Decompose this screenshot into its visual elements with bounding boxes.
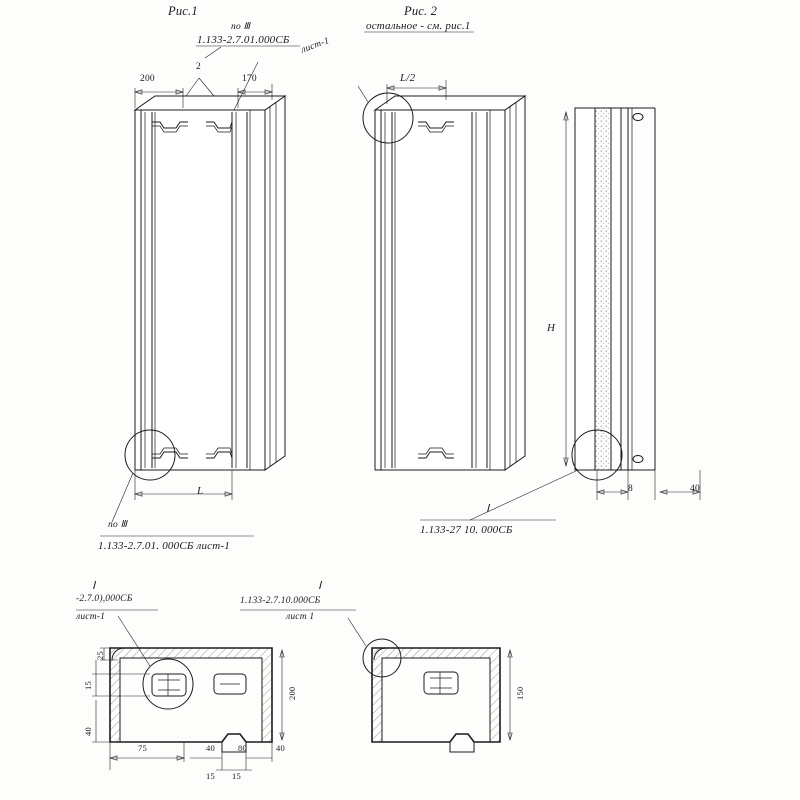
dim-detail1-h: 15 xyxy=(206,771,215,781)
bottom-mid-mark: Ⅰ xyxy=(486,503,490,515)
dim-detail1-b: 15 xyxy=(83,681,93,690)
dim-fig3-height: H xyxy=(547,322,556,334)
figure-1-geometry xyxy=(112,47,285,522)
fig1-spec-code: 1.133-2.7.01.000СБ xyxy=(197,34,290,46)
dim-detail1-i: 15 xyxy=(232,771,241,781)
detail-1-sheet: лист-1 xyxy=(76,612,106,622)
dim-fig1-right-width: 170 xyxy=(242,74,257,84)
dim-detail1-f: 80 xyxy=(238,743,247,753)
fig2-note: остальное - см. рис.1 xyxy=(366,20,471,32)
figure-1-title: Рис.1 xyxy=(168,4,198,18)
bottom-mid-spec: 1.133-27 10. 000СБ xyxy=(420,524,513,536)
dim-fig3-offset: 40 xyxy=(690,484,700,494)
dim-fig1-leader-2: 2 xyxy=(196,62,201,72)
bottom-left-section-ref: по Ⅲ xyxy=(108,520,128,530)
dim-detail1-right: 200 xyxy=(287,686,297,700)
dim-fig2-half-length: L/2 xyxy=(400,72,416,84)
detail-1-geometry xyxy=(92,616,284,770)
dim-fig1-left-width: 200 xyxy=(140,74,155,84)
detail-1-mark: Ⅰ xyxy=(92,580,96,592)
detail-2-mark: Ⅰ xyxy=(318,580,322,592)
detail-2-geometry xyxy=(348,618,512,752)
fig1-section-ref: по Ⅲ xyxy=(231,22,251,32)
dim-detail1-c: 40 xyxy=(83,727,93,736)
bottom-left-spec: 1.133-2.7.01. 000СБ лист-1 xyxy=(98,540,230,552)
figure-2-geometry xyxy=(358,80,578,520)
fig1-sheet-ref: лист-1 xyxy=(300,36,331,56)
dim-detail1-d: 75 xyxy=(138,743,147,753)
dim-fig1-length: L xyxy=(197,485,204,497)
dim-fig3-thickness: 8 xyxy=(628,484,633,494)
dim-detail2-right: 150 xyxy=(515,686,525,700)
figure-2-title: Рис. 2 xyxy=(404,4,438,18)
dim-detail1-e: 40 xyxy=(206,743,215,753)
detail-1-spec: -2.7.0),000СБ xyxy=(76,594,133,604)
detail-2-spec: 1.133-2.7.10.000СБ xyxy=(240,596,321,606)
dim-detail1-g: 40 xyxy=(276,743,285,753)
dim-detail1-a: 25 xyxy=(95,651,105,660)
detail-2-sheet: лист 1 xyxy=(286,612,315,622)
figure-3-geometry xyxy=(564,108,700,500)
